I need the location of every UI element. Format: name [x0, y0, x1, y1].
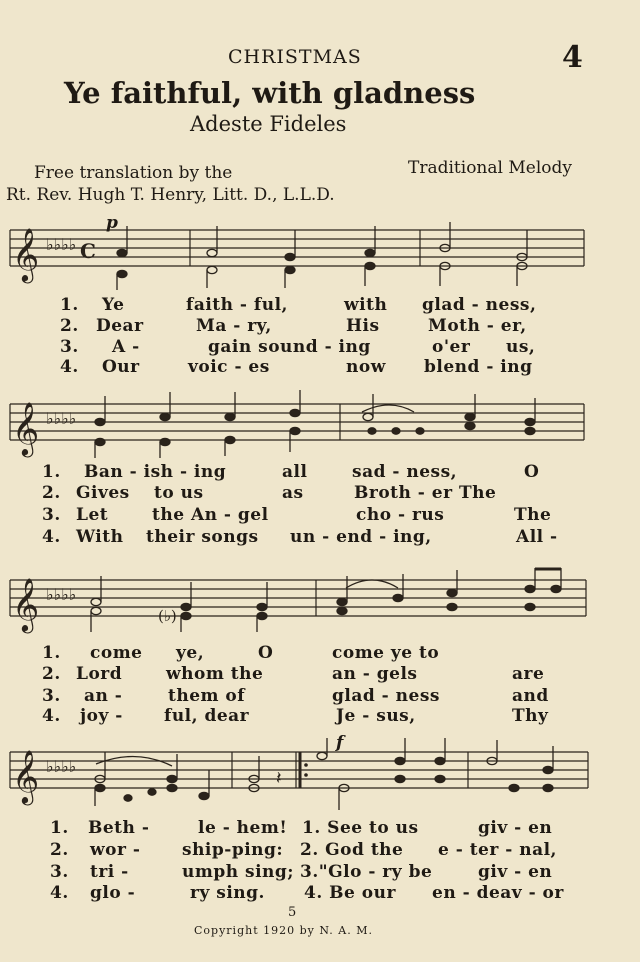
dynamic-marking-forte: f [336, 733, 344, 753]
translator-credit-line1: Free translation by the [34, 163, 233, 183]
page-number: 5 [288, 905, 298, 920]
section-heading: CHRISTMAS [228, 46, 362, 68]
melody-credit: Traditional Melody [408, 158, 572, 178]
music-staff-system-4 [0, 738, 640, 818]
dynamic-marking-piano: p [106, 213, 118, 233]
music-staff-system-3 [0, 566, 640, 642]
flat-accidental-icon: (♭) [158, 607, 177, 625]
notes [95, 738, 553, 810]
key-signature-icon: ♭♭♭♭ [46, 585, 77, 604]
translator-credit-line2: Rt. Rev. Hugh T. Henry, Litt. D., L.L.D. [6, 185, 335, 205]
notes [95, 390, 535, 458]
quarter-rest-icon: 𝄽 [276, 768, 282, 789]
key-signature-icon: ♭♭♭♭ [46, 235, 77, 254]
key-signature-icon: ♭♭♭♭ [46, 409, 77, 428]
treble-clef-icon: 𝄞 [12, 227, 40, 281]
treble-clef-icon: 𝄞 [12, 749, 40, 803]
treble-clef-icon: 𝄞 [12, 577, 40, 631]
hymn-subtitle: Adeste Fideles [190, 112, 347, 136]
music-staff-system-2 [0, 390, 640, 460]
hymn-title: Ye faithful, with gladness [64, 76, 476, 110]
treble-clef-icon: 𝄞 [12, 401, 40, 455]
common-time-icon: C [80, 239, 96, 263]
notes [117, 222, 527, 290]
music-staff-system-1 [0, 212, 640, 292]
key-signature-icon: ♭♭♭♭ [46, 757, 77, 776]
hymn-number: 4 [562, 40, 583, 75]
copyright-notice: Copyright 1920 by N. A. M. [194, 924, 373, 937]
